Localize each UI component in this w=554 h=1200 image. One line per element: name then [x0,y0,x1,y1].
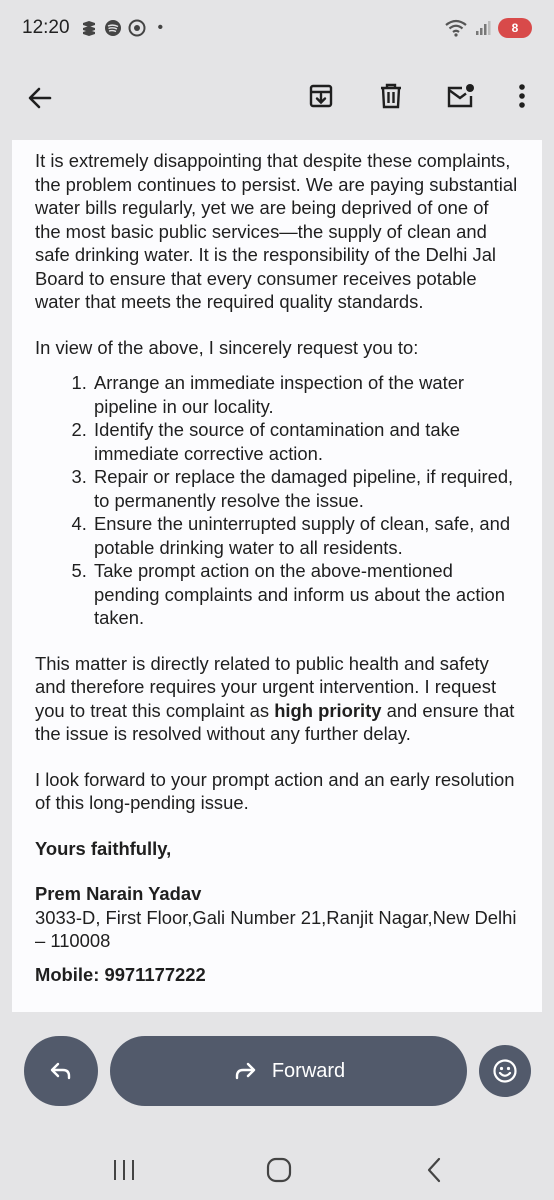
status-bar [0,0,554,56]
text-run: This matter is directly related to public health and safety and therefore requires your urgent intervention. I request you to treat this complaint as [35,652,497,721]
email-paragraph [35,652,518,746]
status-time: 12:20 [22,17,70,38]
reply-button[interactable] [24,1036,98,1106]
delete-button[interactable] [367,72,415,120]
mark-unread-icon [446,82,476,110]
navigation-bar [0,1140,554,1200]
status-more-dot: • [157,19,164,36]
request-list-item: 2. Identify the source of contamination and take immediate corrective action. [92,418,518,465]
sender-name: Prem Narain Yadav [35,883,202,904]
sender-address: 3033-D, First Floor,Gali Number 21,Ranjit Nagar,New Delhi – 110008 [35,906,517,951]
back-button[interactable] [16,74,64,122]
archive-button[interactable] [297,72,345,120]
text-run: and ensure that the issue is resolved without any further delay. [35,699,515,744]
reply-icon [48,1060,74,1082]
priority-emphasis: high priority [274,699,382,721]
archive-icon [307,82,335,110]
mark-unread-button[interactable] [437,72,485,120]
home-icon [266,1157,292,1183]
wifi-icon [444,19,468,37]
recent-apps-button[interactable] [102,1150,146,1190]
signature [35,882,518,986]
more-options-button[interactable] [498,72,546,120]
emoji-reaction-button[interactable] [479,1045,531,1097]
recent-apps-icon [112,1159,136,1181]
spotify-icon [104,19,122,37]
battery-indicator [498,18,532,38]
email-paragraph: In view of the above, I sincerely request you to: [35,336,419,358]
signal-icon [474,19,492,37]
sender-mobile: Mobile: 9971177222 [35,963,206,985]
nav-back-button[interactable] [412,1150,456,1190]
email-body [12,140,542,1012]
forward-icon [232,1060,258,1082]
email-paragraph: It is extremely disappointing that despite these complaints, the problem continues to persist. We are paying substantial water bills regularly, yet we are being deprived of one of the most basic public services—the supply of clean and safe drinking water. It is the responsibility of the Delhi Jal Board to ensure that every consumer receives potable water that meets the required quality standards. [35,150,518,312]
forward-label: Forward [271,1059,346,1082]
emoji-icon [492,1058,518,1084]
forward-button[interactable] [110,1036,467,1106]
email-paragraph: I look forward to your prompt action and an early resolution of this long-pending issue. [35,768,515,813]
closing-line: Yours faithfully, [35,837,172,859]
notification-stack-icon [80,19,98,37]
battery-level: 8 [511,21,519,35]
app-bar [0,56,554,140]
home-button[interactable] [257,1150,301,1190]
request-list-item: 4. Ensure the uninterrupted supply of clean, safe, and potable drinking water to all residents. [92,512,518,559]
delete-icon [377,82,405,110]
status-system-icons [444,18,532,38]
request-list-item: 3. Repair or replace the damaged pipeline, if required, to permanently resolve the issue. [92,465,518,512]
back-icon [425,1157,443,1183]
status-notification-icons [80,19,164,37]
more-vert-icon [518,83,526,109]
request-list-item: 1. Arrange an immediate inspection of the water pipeline in our locality. [92,371,518,418]
request-list [35,371,518,630]
request-list-item: 5. Take prompt action on the above-mentioned pending complaints and inform us about the action taken. [92,559,518,630]
chrome-icon [128,19,146,37]
back-arrow-icon [26,84,54,112]
